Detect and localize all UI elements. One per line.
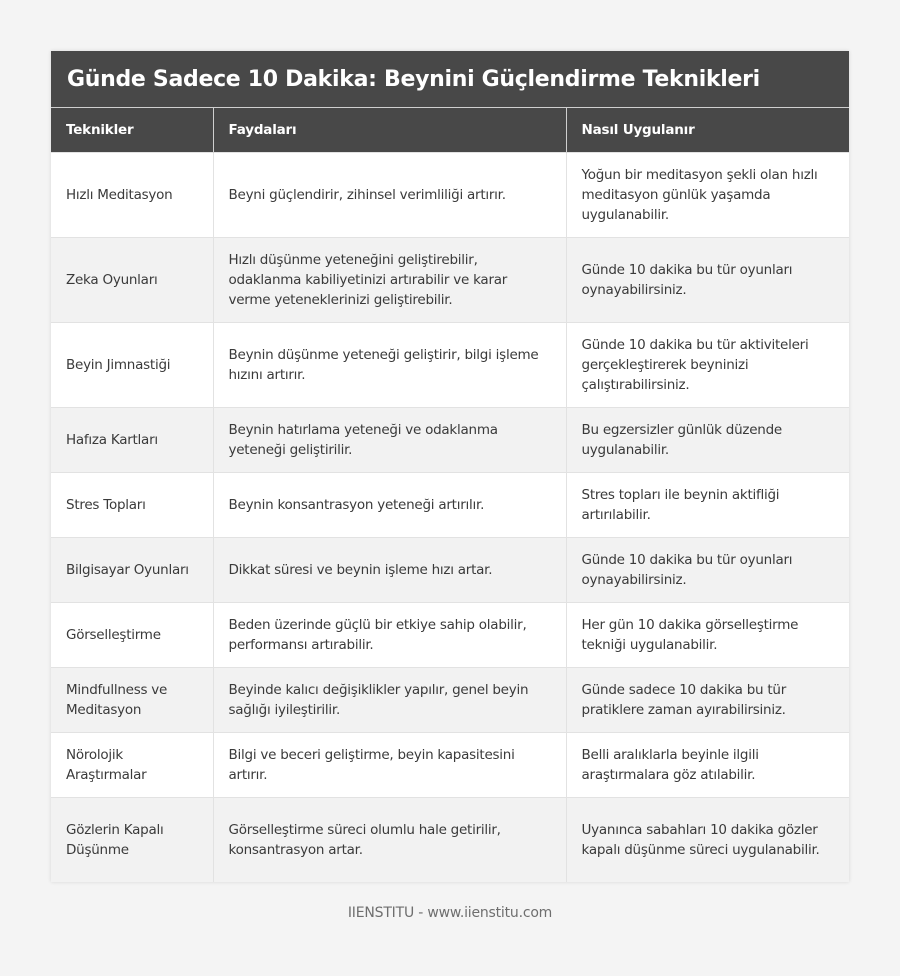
- table-row: [51, 798, 849, 883]
- column-header-benefits: Faydaları: [213, 108, 566, 153]
- application-cell: Bu egzersizler günlük düzende uygulanabilir.: [566, 408, 849, 473]
- technique-cell: Beyin Jimnastiği: [51, 323, 213, 408]
- table-row: [51, 538, 849, 603]
- benefit-cell: Bilgi ve beceri geliştirme, beyin kapasitesini artırır.: [213, 733, 566, 798]
- technique-cell: Stres Topları: [51, 473, 213, 538]
- benefit-cell: Beyinde kalıcı değişiklikler yapılır, genel beyin sağlığı iyileştirilir.: [213, 668, 566, 733]
- application-cell: Yoğun bir meditasyon şekli olan hızlı meditasyon günlük yaşamda uygulanabilir.: [566, 153, 849, 238]
- table-header-row: [51, 108, 849, 153]
- table-row: [51, 153, 849, 238]
- application-cell: Günde 10 dakika bu tür oyunları oynayabilirsiniz.: [566, 538, 849, 603]
- table-title: Günde Sadece 10 Dakika: Beynini Güçlendirme Teknikleri: [51, 51, 849, 108]
- technique-cell: Gözlerin Kapalı Düşünme: [51, 798, 213, 883]
- technique-cell: Görselleştirme: [51, 603, 213, 668]
- benefit-cell: Görselleştirme süreci olumlu hale getirilir, konsantrasyon artar.: [213, 798, 566, 883]
- table-row: [51, 733, 849, 798]
- application-cell: Uyanınca sabahları 10 dakika gözler kapalı düşünme süreci uygulanabilir.: [566, 798, 849, 883]
- benefit-cell: Beynin konsantrasyon yeteneği artırılır.: [213, 473, 566, 538]
- technique-cell: Nörolojik Araştırmalar: [51, 733, 213, 798]
- table-row: [51, 323, 849, 408]
- application-cell: Günde 10 dakika bu tür oyunları oynayabilirsiniz.: [566, 238, 849, 323]
- techniques-table-card: [51, 51, 849, 882]
- techniques-table: [51, 108, 849, 882]
- technique-cell: Zeka Oyunları: [51, 238, 213, 323]
- application-cell: Belli aralıklarla beyinle ilgili araştırmalara göz atılabilir.: [566, 733, 849, 798]
- application-cell: Günde sadece 10 dakika bu tür pratiklere zaman ayırabilirsiniz.: [566, 668, 849, 733]
- technique-cell: Hafıza Kartları: [51, 408, 213, 473]
- benefit-cell: Dikkat süresi ve beynin işleme hızı artar.: [213, 538, 566, 603]
- table-row: [51, 668, 849, 733]
- benefit-cell: Hızlı düşünme yeteneğini geliştirebilir, odaklanma kabiliyetinizi artırabilir ve karar verme yeteneklerinizi geliştirebilir.: [213, 238, 566, 323]
- benefit-cell: Beden üzerinde güçlü bir etkiye sahip olabilir, performansı artırabilir.: [213, 603, 566, 668]
- benefit-cell: Beynin düşünme yeteneği geliştirir, bilgi işleme hızını artırır.: [213, 323, 566, 408]
- table-row: [51, 473, 849, 538]
- application-cell: Stres topları ile beynin aktifliği artırılabilir.: [566, 473, 849, 538]
- column-header-how-to-apply: Nasıl Uygulanır: [566, 108, 849, 153]
- technique-cell: Mindfullness ve Meditasyon: [51, 668, 213, 733]
- benefit-cell: Beynin hatırlama yeteneği ve odaklanma yeteneği geliştirilir.: [213, 408, 566, 473]
- application-cell: Her gün 10 dakika görselleştirme tekniği uygulanabilir.: [566, 603, 849, 668]
- application-cell: Günde 10 dakika bu tür aktiviteleri gerçekleştirerek beyninizi çalıştırabilirsiniz.: [566, 323, 849, 408]
- technique-cell: Hızlı Meditasyon: [51, 153, 213, 238]
- footer-credit: IIENSTITU - www.iienstitu.com: [347, 905, 553, 921]
- column-header-techniques: Teknikler: [51, 108, 213, 153]
- table-row: [51, 603, 849, 668]
- benefit-cell: Beyni güçlendirir, zihinsel verimliliği artırır.: [213, 153, 566, 238]
- table-row: [51, 238, 849, 323]
- technique-cell: Bilgisayar Oyunları: [51, 538, 213, 603]
- table-row: [51, 408, 849, 473]
